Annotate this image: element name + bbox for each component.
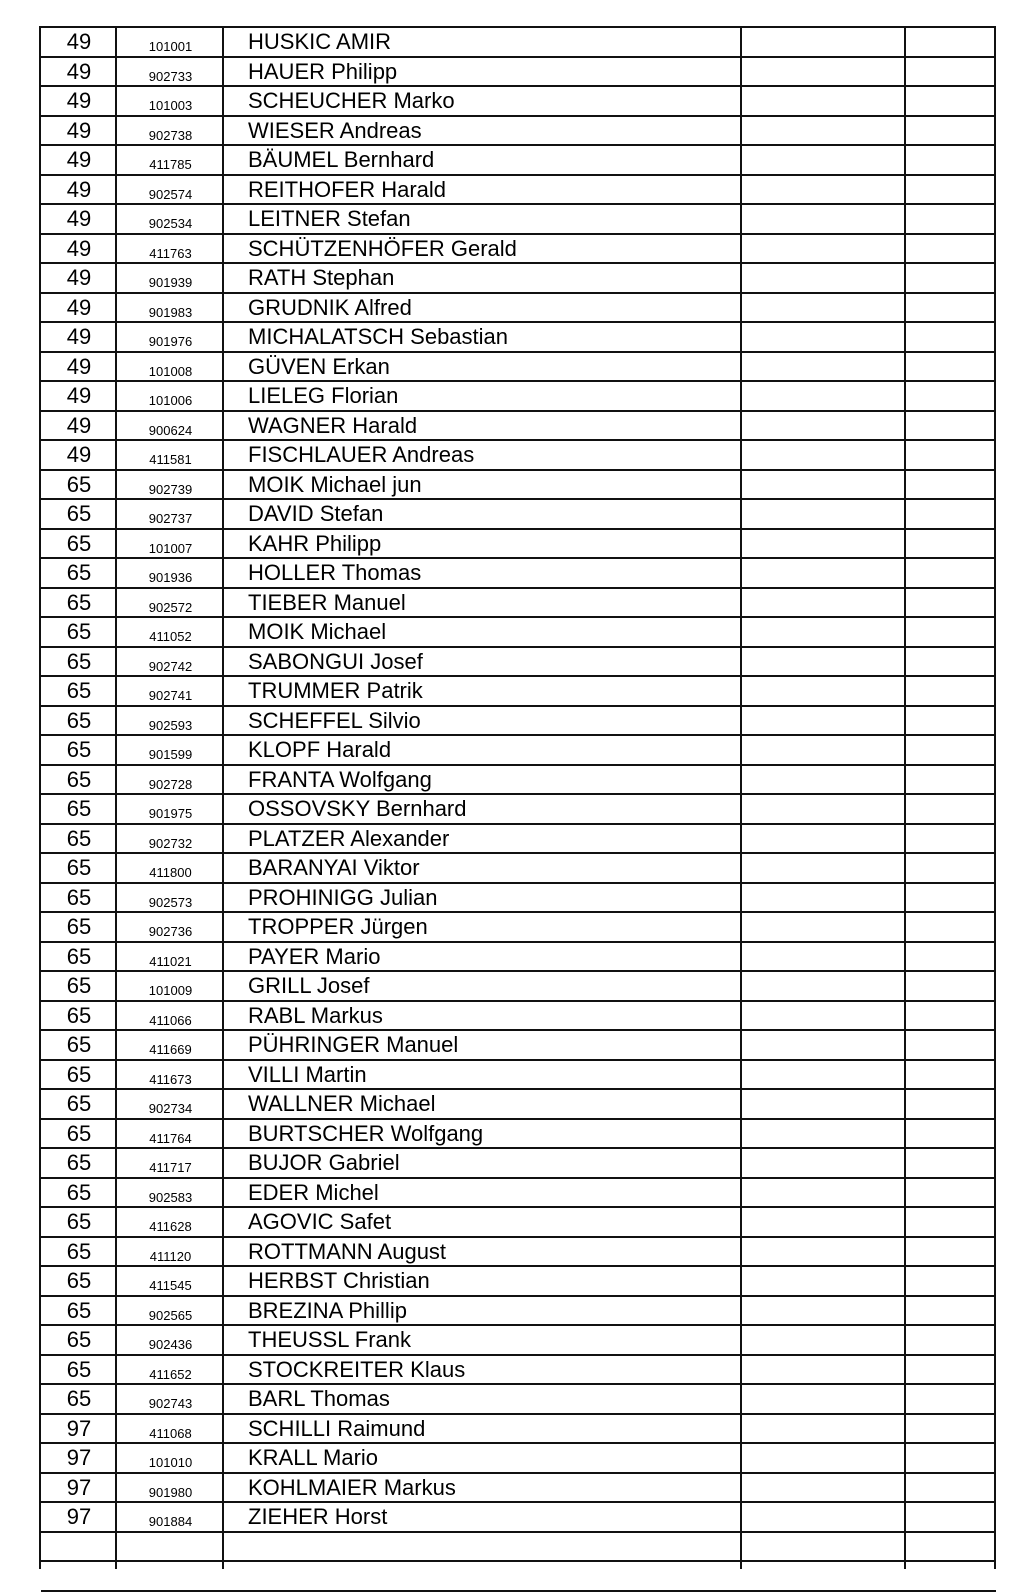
table-row bbox=[41, 559, 996, 589]
member-id-cell: 902738 bbox=[148, 127, 193, 143]
table-body bbox=[41, 28, 996, 1592]
table-row bbox=[41, 205, 996, 235]
rank-cell: 65 bbox=[66, 1209, 92, 1234]
player-name-cell: LIELEG Florian bbox=[248, 383, 399, 408]
table-row bbox=[41, 1002, 996, 1032]
player-name-cell: MICHALATSCH Sebastian bbox=[248, 324, 509, 349]
table-row bbox=[41, 825, 996, 855]
rank-cell: 97 bbox=[66, 1504, 92, 1529]
member-id-cell: 902573 bbox=[148, 894, 193, 910]
table-row bbox=[41, 87, 996, 117]
member-id-cell: 411628 bbox=[149, 1219, 192, 1234]
rank-cell: 97 bbox=[66, 1445, 92, 1470]
member-id-cell: 411785 bbox=[149, 157, 192, 172]
table-row bbox=[41, 618, 996, 648]
column-divider-extra-2 bbox=[994, 28, 996, 1569]
table-row bbox=[41, 884, 996, 914]
player-name-cell: THEUSSL Frank bbox=[248, 1327, 412, 1352]
table-row bbox=[41, 1356, 996, 1386]
table-row bbox=[41, 382, 996, 412]
table-row bbox=[41, 1444, 996, 1474]
member-id-cell: 101010 bbox=[148, 1455, 193, 1470]
member-id-cell: 411717 bbox=[149, 1160, 192, 1175]
member-id-cell: 902734 bbox=[148, 1101, 193, 1116]
table-row bbox=[41, 412, 996, 442]
table-row bbox=[41, 264, 996, 294]
member-id-cell: 901599 bbox=[148, 747, 193, 762]
rank-cell: 65 bbox=[66, 796, 92, 821]
rank-cell: 65 bbox=[66, 1238, 92, 1264]
member-id-cell: 902733 bbox=[148, 68, 193, 84]
table-row bbox=[41, 677, 996, 707]
rank-cell: 49 bbox=[66, 29, 92, 54]
rank-cell: 49 bbox=[66, 324, 92, 349]
player-name-cell: WIESER Andreas bbox=[248, 117, 422, 143]
table-row bbox=[41, 1562, 996, 1592]
player-name-cell: BUJOR Gabriel bbox=[248, 1150, 400, 1175]
member-id-cell: 411120 bbox=[149, 1248, 192, 1264]
member-id-cell: 902572 bbox=[148, 599, 193, 615]
table-row bbox=[41, 117, 996, 147]
player-name-cell: TROPPER Jürgen bbox=[248, 914, 428, 939]
rank-cell: 65 bbox=[66, 825, 92, 851]
table-row bbox=[41, 1238, 996, 1268]
player-name-cell: HUSKIC AMIR bbox=[248, 29, 392, 54]
player-name-cell: ZIEHER Horst bbox=[248, 1504, 388, 1529]
player-name-cell: PÜHRINGER Manuel bbox=[248, 1032, 459, 1057]
table-row bbox=[41, 323, 996, 353]
player-name-cell: PLATZER Alexander bbox=[248, 825, 450, 851]
table-row bbox=[41, 913, 996, 943]
rank-cell bbox=[41, 1562, 117, 1590]
member-id-cell: 411652 bbox=[149, 1366, 192, 1382]
member-id-cell: 101001 bbox=[148, 39, 193, 54]
member-id-cell: 902737 bbox=[148, 511, 193, 526]
rank-cell: 65 bbox=[66, 678, 92, 703]
player-name-cell: DAVID Stefan bbox=[248, 501, 384, 526]
table-row bbox=[41, 353, 996, 383]
member-id-cell: 902739 bbox=[148, 481, 193, 497]
player-name-cell bbox=[248, 1533, 738, 1561]
table-row bbox=[41, 28, 996, 58]
table-row bbox=[41, 943, 996, 973]
table-row bbox=[41, 1297, 996, 1327]
member-id-cell: 902736 bbox=[148, 924, 193, 939]
table-row bbox=[41, 1061, 996, 1091]
rank-cell: 97 bbox=[66, 1474, 92, 1500]
rank-cell: 49 bbox=[66, 88, 92, 113]
rank-cell: 65 bbox=[66, 530, 92, 556]
member-id-cell: 901983 bbox=[148, 304, 193, 320]
rank-cell: 65 bbox=[66, 1091, 92, 1116]
player-name-cell: OSSOVSKY Bernhard bbox=[248, 796, 467, 821]
rank-cell: 65 bbox=[66, 471, 92, 497]
player-name-cell: SABONGUI Josef bbox=[248, 648, 423, 674]
rank-cell: 49 bbox=[66, 294, 92, 320]
member-id-cell: 902534 bbox=[148, 216, 193, 231]
player-name-cell bbox=[248, 1562, 738, 1590]
player-name-cell: BARANYAI Viktor bbox=[248, 855, 420, 880]
member-id-cell: 901980 bbox=[148, 1484, 193, 1500]
rank-cell: 65 bbox=[66, 589, 92, 615]
table-row bbox=[41, 1385, 996, 1415]
rank-cell: 65 bbox=[66, 737, 92, 762]
rank-cell: 65 bbox=[66, 1356, 92, 1382]
table-row bbox=[41, 1533, 996, 1563]
table-row bbox=[41, 972, 996, 1002]
table-row bbox=[41, 1326, 996, 1356]
rank-cell: 65 bbox=[66, 884, 92, 910]
member-id-cell: 411068 bbox=[149, 1425, 192, 1441]
table-row bbox=[41, 1149, 996, 1179]
player-name-cell: BÄUMEL Bernhard bbox=[248, 147, 435, 172]
table-row bbox=[41, 854, 996, 884]
player-name-cell: WALLNER Michael bbox=[248, 1091, 436, 1116]
member-id-cell: 411669 bbox=[149, 1042, 192, 1057]
player-name-cell: GRUDNIK Alfred bbox=[248, 294, 412, 320]
member-id-cell: 902742 bbox=[148, 658, 193, 674]
rank-cell: 49 bbox=[66, 442, 92, 467]
player-name-cell: VILLI Martin bbox=[248, 1061, 367, 1087]
player-name-cell: AGOVIC Safet bbox=[248, 1209, 392, 1234]
member-id-cell: 901884 bbox=[148, 1514, 193, 1529]
table-row bbox=[41, 736, 996, 766]
rank-cell: 65 bbox=[66, 648, 92, 674]
player-name-cell: MOIK Michael jun bbox=[248, 471, 422, 497]
rank-cell: 65 bbox=[66, 1120, 92, 1146]
table-row bbox=[41, 589, 996, 619]
rank-cell: 65 bbox=[66, 1297, 92, 1323]
rank-cell: 49 bbox=[66, 147, 92, 172]
rank-cell: 49 bbox=[66, 412, 92, 438]
player-name-cell: SCHEUCHER Marko bbox=[248, 88, 455, 113]
member-id-cell: 900624 bbox=[148, 422, 193, 438]
player-name-cell: TRUMMER Patrik bbox=[248, 678, 423, 703]
rank-cell: 49 bbox=[66, 235, 92, 261]
player-name-cell: HAUER Philipp bbox=[248, 58, 398, 84]
player-name-cell: STOCKREITER Klaus bbox=[248, 1356, 466, 1382]
player-name-cell: GRILL Josef bbox=[248, 973, 370, 998]
rank-cell: 65 bbox=[66, 1268, 92, 1293]
rank-cell: 65 bbox=[66, 1002, 92, 1028]
rank-cell: 65 bbox=[66, 1386, 92, 1411]
member-id-cell: 411581 bbox=[149, 452, 192, 467]
player-name-cell: SCHILLI Raimund bbox=[248, 1415, 426, 1441]
table-row bbox=[41, 1120, 996, 1150]
rank-cell: 97 bbox=[66, 1415, 92, 1441]
member-id-cell: 901976 bbox=[148, 334, 193, 349]
member-id-cell: 902732 bbox=[148, 835, 193, 851]
player-name-cell: FRANTA Wolfgang bbox=[248, 766, 432, 792]
rank-cell: 65 bbox=[66, 973, 92, 998]
table-row bbox=[41, 235, 996, 265]
member-id-cell bbox=[117, 1533, 224, 1561]
member-id-cell: 902583 bbox=[148, 1189, 193, 1205]
column-divider-name bbox=[740, 28, 742, 1569]
player-name-cell: KAHR Philipp bbox=[248, 530, 382, 556]
member-id-cell: 411066 bbox=[149, 1012, 192, 1028]
player-name-cell: RABL Markus bbox=[248, 1002, 383, 1028]
rank-cell: 65 bbox=[66, 1150, 92, 1175]
table-row bbox=[41, 58, 996, 88]
member-id-cell: 411673 bbox=[149, 1071, 192, 1087]
player-name-cell: SCHÜTZENHÖFER Gerald bbox=[248, 235, 517, 261]
table-row bbox=[41, 1031, 996, 1061]
member-id-cell bbox=[117, 1562, 224, 1590]
column-divider-id bbox=[222, 28, 224, 1569]
table-row bbox=[41, 530, 996, 560]
rank-cell: 49 bbox=[66, 265, 92, 290]
member-id-cell: 411800 bbox=[149, 865, 192, 880]
member-id-cell: 101003 bbox=[148, 98, 193, 113]
player-name-cell: BURTSCHER Wolfgang bbox=[248, 1120, 484, 1146]
member-id-cell: 902728 bbox=[148, 776, 193, 792]
table-row bbox=[41, 441, 996, 471]
rank-cell: 49 bbox=[66, 117, 92, 143]
player-name-cell: GÜVEN Erkan bbox=[248, 353, 390, 379]
member-id-cell: 902565 bbox=[148, 1307, 193, 1323]
player-name-cell: BARL Thomas bbox=[248, 1386, 390, 1411]
table-row bbox=[41, 766, 996, 796]
rank-cell: 65 bbox=[66, 943, 92, 969]
player-name-cell: PAYER Mario bbox=[248, 943, 381, 969]
rank-cell: 65 bbox=[66, 619, 92, 644]
column-divider-extra-1 bbox=[904, 28, 906, 1569]
member-id-cell: 902741 bbox=[148, 688, 193, 703]
player-name-cell: ROTTMANN August bbox=[248, 1238, 447, 1264]
table-row bbox=[41, 1179, 996, 1209]
rank-cell: 49 bbox=[66, 383, 92, 408]
player-name-cell: KRALL Mario bbox=[248, 1445, 379, 1470]
rank-cell: 65 bbox=[66, 1327, 92, 1352]
member-id-cell: 411021 bbox=[149, 953, 192, 969]
table-row bbox=[41, 707, 996, 737]
table-row bbox=[41, 1474, 996, 1504]
player-name-cell: SCHEFFEL Silvio bbox=[248, 707, 421, 733]
player-name-cell: LEITNER Stefan bbox=[248, 206, 411, 231]
table-row bbox=[41, 471, 996, 501]
member-id-cell: 901936 bbox=[148, 570, 193, 585]
table-row bbox=[41, 648, 996, 678]
table-row bbox=[41, 500, 996, 530]
member-id-cell: 411052 bbox=[149, 629, 192, 644]
table-row bbox=[41, 1503, 996, 1533]
table-row bbox=[41, 146, 996, 176]
rank-cell: 65 bbox=[66, 1179, 92, 1205]
member-id-cell: 101009 bbox=[148, 983, 193, 998]
player-name-cell: BREZINA Phillip bbox=[248, 1297, 407, 1323]
player-name-cell: WAGNER Harald bbox=[248, 412, 418, 438]
player-name-cell: TIEBER Manuel bbox=[248, 589, 406, 615]
member-id-cell: 101008 bbox=[148, 363, 193, 379]
member-id-cell: 411545 bbox=[149, 1278, 192, 1293]
member-id-cell: 411764 bbox=[149, 1130, 192, 1146]
member-id-cell: 101007 bbox=[148, 540, 193, 556]
table-row bbox=[41, 795, 996, 825]
player-name-cell: KOHLMAIER Markus bbox=[248, 1474, 456, 1500]
player-name-cell: EDER Michel bbox=[248, 1179, 379, 1205]
rank-cell: 65 bbox=[66, 1061, 92, 1087]
rank-cell: 49 bbox=[66, 58, 92, 84]
player-name-cell: HOLLER Thomas bbox=[248, 560, 422, 585]
player-name-cell: HERBST Christian bbox=[248, 1268, 430, 1293]
table-row bbox=[41, 1208, 996, 1238]
results-table bbox=[39, 26, 996, 1569]
player-name-cell: REITHOFER Harald bbox=[248, 176, 447, 202]
rank-cell: 65 bbox=[66, 560, 92, 585]
member-id-cell: 901975 bbox=[148, 806, 193, 821]
player-name-cell: RATH Stephan bbox=[248, 265, 395, 290]
member-id-cell: 101006 bbox=[148, 393, 193, 408]
member-id-cell: 902436 bbox=[148, 1337, 193, 1352]
rank-cell: 65 bbox=[66, 766, 92, 792]
rank-cell: 65 bbox=[66, 501, 92, 526]
column-divider-rank bbox=[115, 28, 117, 1569]
rank-cell: 49 bbox=[66, 176, 92, 202]
rank-cell: 49 bbox=[66, 206, 92, 231]
member-id-cell: 902574 bbox=[148, 186, 193, 202]
rank-cell: 65 bbox=[66, 707, 92, 733]
rank-cell: 65 bbox=[66, 855, 92, 880]
member-id-cell: 902593 bbox=[148, 717, 193, 733]
table-row bbox=[41, 294, 996, 324]
table-row bbox=[41, 1090, 996, 1120]
player-name-cell: FISCHLAUER Andreas bbox=[248, 442, 475, 467]
player-name-cell: KLOPF Harald bbox=[248, 737, 392, 762]
player-name-cell: PROHINIGG Julian bbox=[248, 884, 438, 910]
table-row bbox=[41, 1267, 996, 1297]
rank-cell: 49 bbox=[66, 353, 92, 379]
member-id-cell: 902743 bbox=[148, 1396, 193, 1411]
member-id-cell: 901939 bbox=[148, 275, 193, 290]
rank-cell bbox=[41, 1533, 117, 1561]
table-row bbox=[41, 1415, 996, 1445]
rank-cell: 65 bbox=[66, 914, 92, 939]
table-row bbox=[41, 176, 996, 206]
member-id-cell: 411763 bbox=[149, 245, 192, 261]
player-name-cell: MOIK Michael bbox=[248, 619, 387, 644]
rank-cell: 65 bbox=[66, 1032, 92, 1057]
